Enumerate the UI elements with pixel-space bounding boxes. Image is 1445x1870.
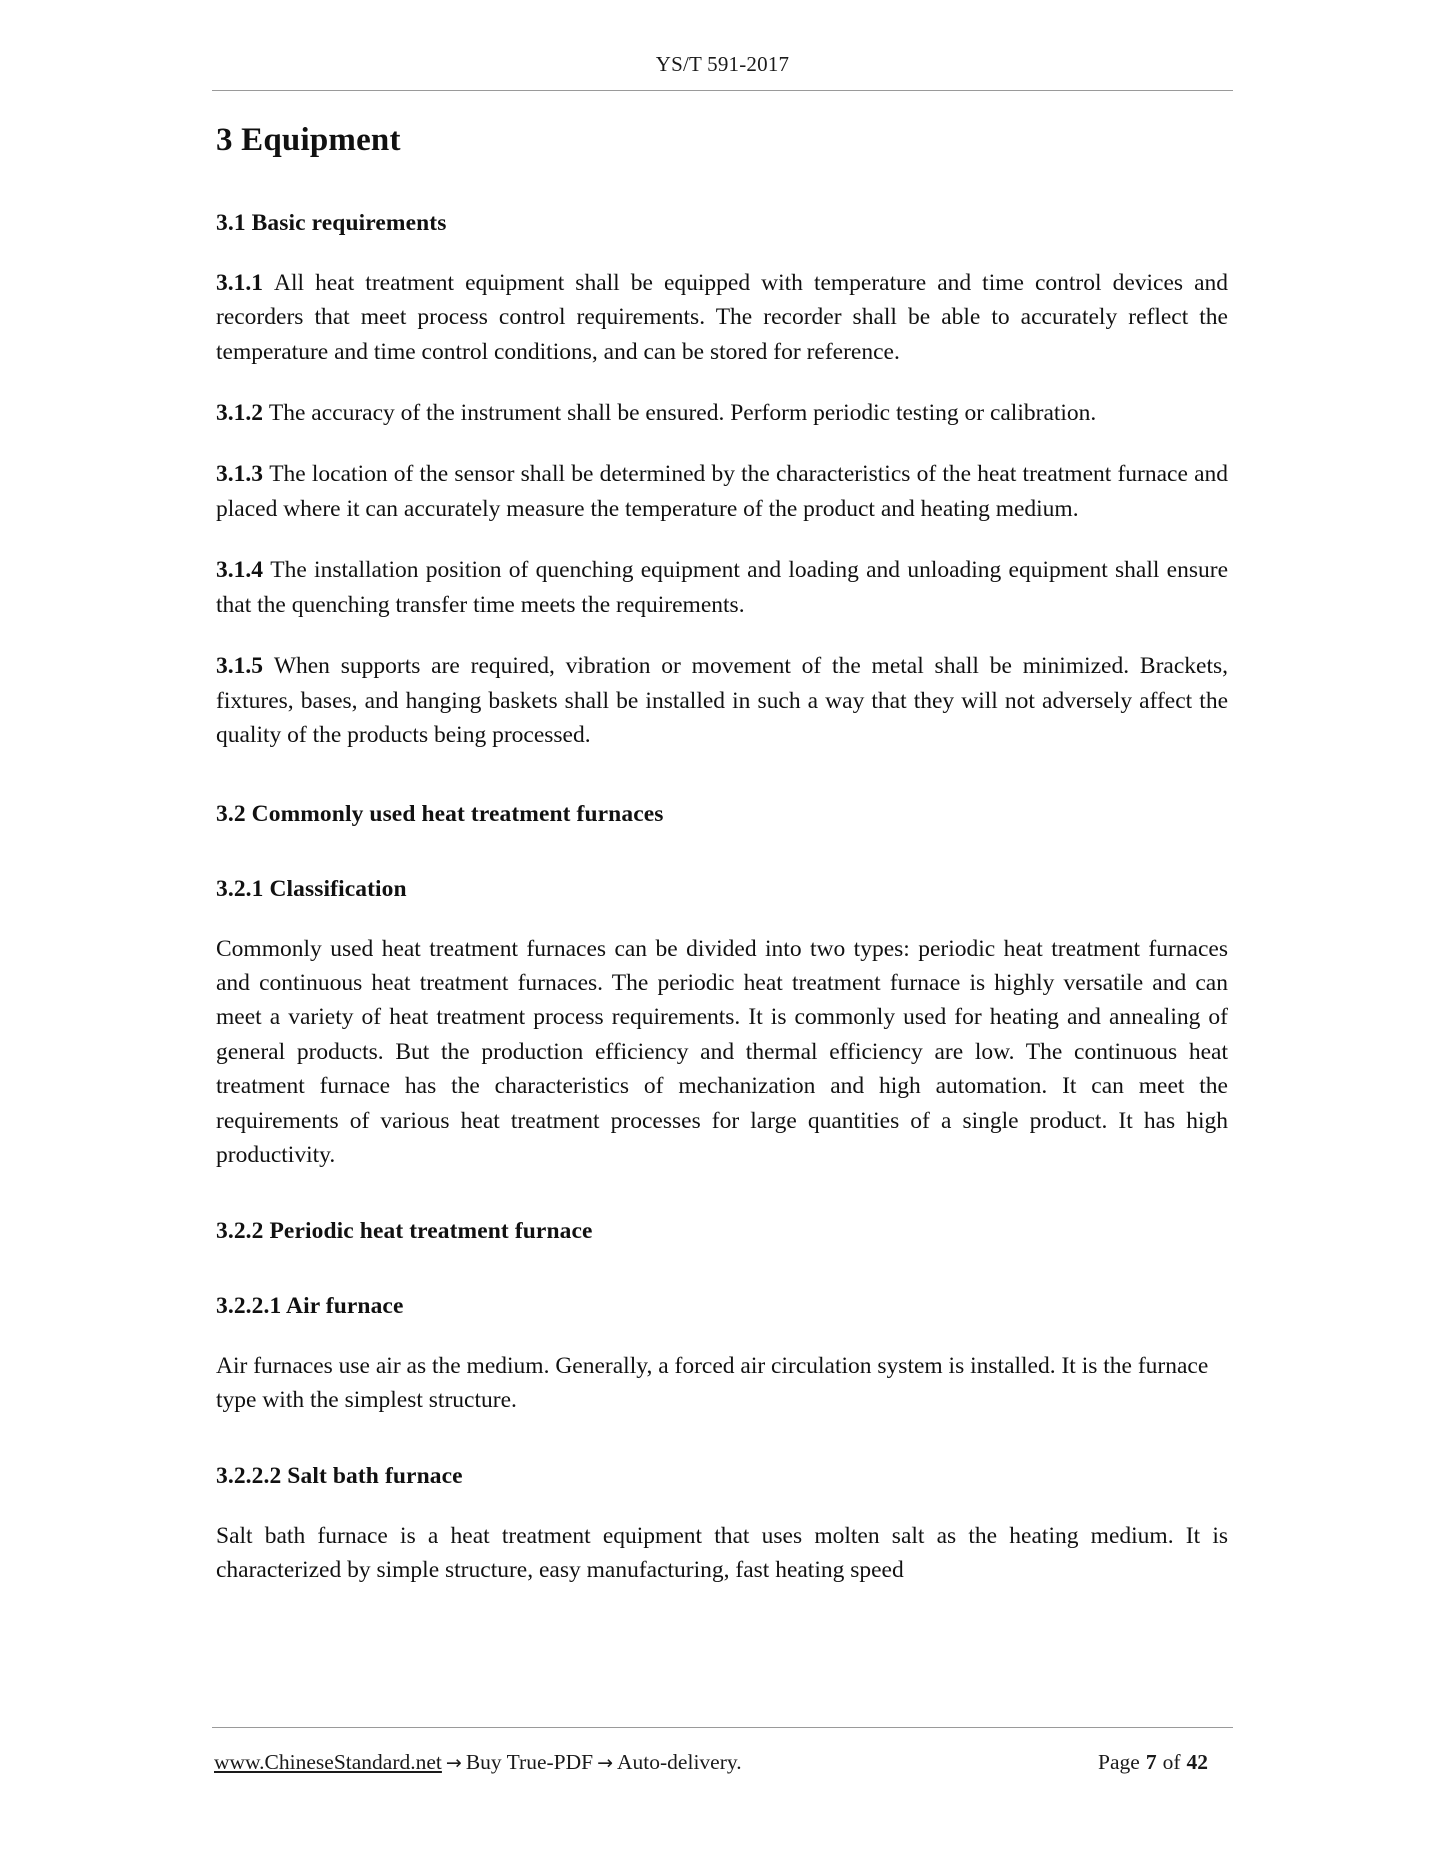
- current-page-number: 7: [1145, 1750, 1157, 1774]
- page-footer: [212, 1750, 1233, 1790]
- footer-promo-delivery-label: Auto-delivery.: [617, 1750, 742, 1774]
- footer-promo-buy-label: Buy True-PDF: [465, 1750, 594, 1774]
- paragraph-3-1-5: [216, 649, 1228, 752]
- air-furnace-text: Air furnaces use air as the medium. Generally, a forced air circulation system is installed. It is the furnace type with the simplest structure.: [216, 1352, 1209, 1413]
- footer-divider: [212, 1727, 1233, 1728]
- section-heading-3-2-2-1: 3.2.2.1 Air furnace: [216, 1293, 404, 1320]
- page-word-label: Page: [1098, 1750, 1140, 1774]
- clause-text-3-1-5: When supports are required, vibration or movement of the metal shall be minimized. Brackets, fixtures, bases, and hanging baskets shall be installed in such a way that they will not adversely affect the quality of the products being processed.: [216, 653, 1229, 749]
- classification-text: Commonly used heat treatment furnaces can be divided into two types: periodic heat treatment furnaces and continuous heat treatment furnaces. The periodic heat treatment furnace is highly versatile and can meet a variety of heat treatment process requirements. It is commonly used for heating and annealing of general products. But the production efficiency and thermal efficiency are low. The continuous heat treatment furnace has the characteristics of mechanization and high automation. It can meet the requirements of various heat treatment processes for large quantities of a single product. It has high productivity.: [216, 935, 1228, 1169]
- document-body: [216, 120, 1228, 1588]
- section-heading-3-2-2-2: 3.2.2.2 Salt bath furnace: [216, 1463, 463, 1490]
- paragraph-3-1-3: [216, 457, 1228, 526]
- clause-text-3-1-1: All heat treatment equipment shall be equipped with temperature and time control devices and recorders that meet process control requirements. The recorder shall be able to accurately reflect the temperature and time control conditions, and can be stored for reference.: [216, 269, 1229, 365]
- paragraph-3-1-4: [216, 553, 1228, 622]
- clause-text-3-1-2: The accuracy of the instrument shall be ensured. Perform periodic testing or calibration.: [268, 400, 1097, 427]
- paragraph-3-1-2: [216, 396, 1228, 430]
- clause-number-3-1-4: 3.1.4: [216, 557, 271, 584]
- salt-bath-furnace-text: Salt bath furnace is a heat treatment equipment that uses molten salt as the heating medium. It is characterized by simple structure, easy manufacturing, fast heating speed: [216, 1522, 1228, 1584]
- page-title: 3 Equipment: [216, 122, 401, 158]
- clause-number-3-1-2: 3.1.2: [216, 400, 269, 427]
- paragraph-air-furnace: [216, 1349, 1228, 1418]
- of-word-label: of: [1162, 1750, 1181, 1774]
- paragraph-classification: [216, 932, 1228, 1173]
- section-heading-3-2: 3.2 Commonly used heat treatment furnaces: [216, 801, 664, 828]
- standard-code-label: YS/T 591-2017: [655, 52, 790, 76]
- footer-promo: [214, 1750, 742, 1775]
- page-indicator: [1098, 1750, 1211, 1775]
- section-heading-3-2-1: 3.2.1 Classification: [216, 875, 407, 902]
- header-divider: [212, 90, 1233, 91]
- clause-text-3-1-3: The location of the sensor shall be determined by the characteristics of the heat treatment furnace and placed where it can accurately measure the temperature of the product and heating medium.: [216, 461, 1229, 522]
- arrow-right-icon-2: →: [597, 1752, 614, 1774]
- paragraph-3-1-1: [216, 266, 1228, 369]
- section-heading-3-1: 3.1 Basic requirements: [216, 210, 447, 237]
- total-page-count: 42: [1186, 1750, 1208, 1774]
- paragraph-salt-bath-furnace: [216, 1519, 1228, 1588]
- clause-text-3-1-4: The installation position of quenching equipment and loading and unloading equipment shall ensure that the quenching transfer time meets the requirements.: [216, 557, 1228, 618]
- page-header: [212, 52, 1233, 77]
- website-link[interactable]: www.ChineseStandard.net: [214, 1750, 442, 1774]
- clause-number-3-1-3: 3.1.3: [216, 461, 270, 488]
- arrow-right-icon: →: [445, 1752, 462, 1774]
- section-heading-3-2-2: 3.2.2 Periodic heat treatment furnace: [216, 1218, 593, 1245]
- clause-number-3-1-5: 3.1.5: [216, 653, 274, 680]
- clause-number-3-1-1: 3.1.1: [216, 269, 275, 296]
